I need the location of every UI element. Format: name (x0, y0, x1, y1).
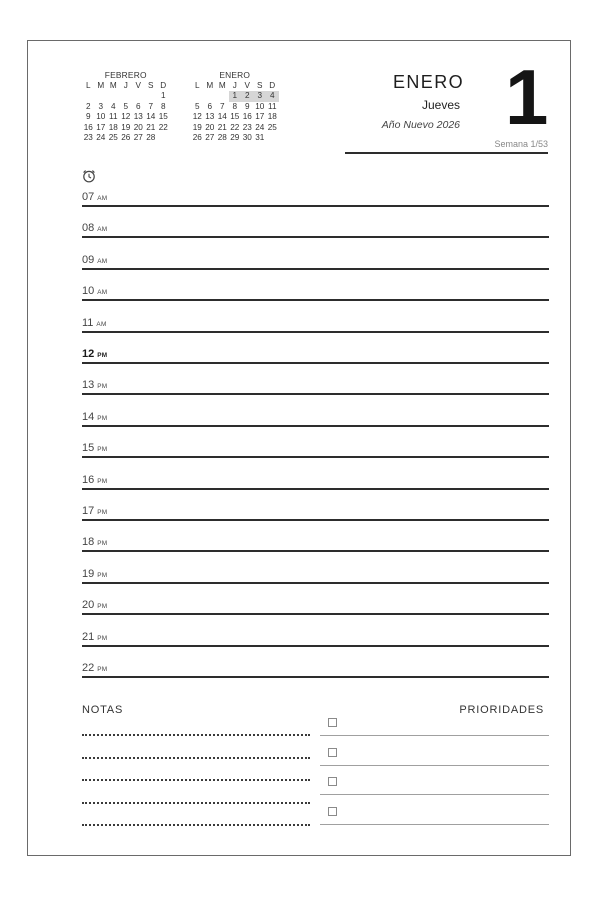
hour-rule (82, 613, 549, 615)
mini-calendar-day: 9 (244, 101, 250, 111)
hour-label: 19 PM (82, 567, 108, 580)
hour-row-08[interactable] (82, 208, 549, 238)
mini-calendar-grid (191, 81, 279, 143)
mini-calendar-day: 4 (110, 101, 116, 111)
hour-row-17[interactable] (82, 491, 549, 521)
mini-calendar-day: 10 (255, 101, 265, 111)
mini-calendar-day (157, 133, 170, 143)
mini-calendar-week (191, 102, 279, 112)
priority-item[interactable] (320, 706, 549, 736)
weekday-initial: V (135, 81, 141, 90)
mini-calendar-day: 22 (158, 122, 168, 132)
hour-label: 16 PM (82, 473, 108, 486)
hour-rule (82, 205, 549, 207)
mini-calendar-title: FEBRERO (104, 70, 147, 80)
hour-row-20[interactable] (82, 585, 549, 615)
mini-calendar-day: 12 (121, 112, 131, 122)
mini-calendar-day: 26 (121, 133, 131, 143)
mini-calendar-day: 19 (192, 122, 202, 132)
mini-calendar-day: 17 (96, 122, 106, 132)
mini-calendar-day: 15 (230, 112, 240, 122)
hour-row-16[interactable] (82, 460, 549, 490)
hour-label: 12 PM (82, 348, 108, 360)
mini-calendar-week (82, 112, 170, 122)
mini-calendar-day: 1 (160, 91, 166, 101)
hour-rule (82, 393, 549, 395)
hour-label: 08 AM (82, 222, 108, 235)
day-number: 1 (505, 53, 549, 141)
hour-row-22[interactable] (82, 648, 549, 678)
mini-calendar-day: 19 (121, 122, 131, 132)
mini-calendar-day: 18 (108, 122, 118, 132)
mini-calendar-day: 17 (255, 112, 265, 122)
weekday-initial: M (218, 81, 226, 90)
mini-calendar-day: 29 (230, 133, 240, 143)
mini-calendar-day: 23 (83, 133, 93, 143)
notes-line[interactable] (82, 779, 310, 781)
hour-rule (82, 362, 549, 364)
mini-calendar-week (82, 133, 170, 143)
mini-calendar-day (145, 91, 158, 101)
mini-calendar-day: 27 (205, 133, 215, 143)
hour-label: 14 PM (82, 410, 108, 423)
mini-calendar-day: 3 (254, 91, 267, 101)
hour-rule (82, 645, 549, 647)
hour-rule (82, 299, 549, 301)
notes-line[interactable] (82, 757, 310, 759)
mini-calendar-day: 2 (241, 91, 254, 101)
mini-calendar-day: 21 (146, 122, 156, 132)
checkbox-icon[interactable] (328, 748, 337, 757)
mini-calendar-day: 9 (85, 112, 91, 122)
mini-calendar-day: 4 (266, 91, 279, 101)
priority-item[interactable] (320, 765, 549, 795)
hour-label: 09 AM (82, 253, 108, 266)
mini-calendar-day (132, 91, 145, 101)
hour-row-10[interactable] (82, 271, 549, 301)
week-counter: Semana 1/53 (494, 139, 548, 149)
mini-calendar-day: 24 (255, 122, 265, 132)
weekday-initial: D (269, 81, 276, 90)
mini-calendar-day: 16 (242, 112, 252, 122)
weekday-initial: M (206, 81, 214, 90)
priorities-title: PRIORIDADES (459, 704, 544, 716)
hour-label: 11 AM (82, 316, 107, 329)
hour-row-12[interactable] (82, 334, 549, 364)
hour-row-07[interactable] (82, 177, 549, 207)
hour-rule (82, 425, 549, 427)
mini-calendar-day: 15 (158, 112, 168, 122)
weekday-name: Jueves (421, 98, 460, 112)
mini-calendar-day: 3 (98, 101, 104, 111)
mini-calendar-day: 13 (133, 112, 143, 122)
mini-calendar-day (216, 91, 229, 101)
priority-item[interactable] (320, 736, 549, 766)
weekday-initial: S (148, 81, 154, 90)
holiday-label: Año Nuevo 2026 (381, 119, 460, 131)
mini-calendar-title: ENERO (219, 70, 251, 80)
mini-calendar-grid (82, 81, 170, 143)
mini-calendar-day (120, 91, 133, 101)
hour-rule (82, 268, 549, 270)
mini-calendar-day (82, 91, 95, 101)
mini-calendar-day: 5 (194, 101, 200, 111)
mini-calendar-day: 12 (192, 112, 202, 122)
mini-calendar-day: 28 (217, 133, 227, 143)
mini-calendar-january (191, 70, 279, 143)
hour-rule (82, 550, 549, 552)
mini-calendar-day: 8 (160, 101, 166, 111)
mini-calendar-day: 6 (207, 101, 213, 111)
mini-calendar-day: 31 (255, 133, 265, 143)
mini-calendar-week (191, 91, 279, 101)
hour-row-11[interactable] (82, 303, 549, 333)
mini-calendar-week (82, 102, 170, 112)
weekday-initial: L (85, 81, 91, 90)
mini-calendar-day: 7 (219, 101, 225, 111)
mini-calendar-day: 11 (268, 101, 277, 111)
hour-rule (82, 582, 549, 584)
hour-rule (82, 488, 549, 490)
mini-calendar-day: 14 (146, 112, 156, 122)
mini-calendar-day (95, 91, 108, 101)
mini-calendar-day: 5 (123, 101, 129, 111)
mini-calendar-day (266, 133, 279, 143)
hour-label: 10 AM (82, 285, 108, 298)
mini-calendar-week (191, 123, 279, 133)
mini-calendar-week (82, 123, 170, 133)
hour-label: 13 PM (82, 379, 108, 392)
mini-calendar-day (107, 91, 120, 101)
hour-label: 22 PM (82, 662, 108, 674)
mini-calendar-day: 10 (96, 112, 106, 122)
mini-calendar-february (82, 70, 170, 143)
hour-label: 15 PM (82, 442, 108, 455)
hour-row-13[interactable] (82, 365, 549, 395)
hour-rule (82, 331, 549, 333)
hour-label: 21 PM (82, 630, 108, 643)
checkbox-icon[interactable] (328, 777, 337, 786)
mini-calendar-week (191, 112, 279, 122)
mini-calendar-day: 20 (133, 122, 143, 132)
hour-rule (82, 236, 549, 238)
mini-calendar-day: 18 (267, 112, 277, 122)
weekday-initial: S (257, 81, 263, 90)
checkbox-icon[interactable] (328, 807, 337, 816)
notes-line[interactable] (82, 802, 310, 804)
checkbox-icon[interactable] (328, 718, 337, 727)
mini-calendar-day: 11 (109, 112, 118, 122)
mini-calendar-day: 14 (217, 112, 227, 122)
mini-calendar-day: 21 (217, 122, 227, 132)
hour-label: 20 PM (82, 599, 108, 612)
mini-calendar-day: 16 (83, 122, 93, 132)
weekday-initial: D (160, 81, 167, 90)
weekday-initial: M (97, 81, 105, 90)
mini-calendar-day (191, 91, 204, 101)
mini-calendar-day: 20 (205, 122, 215, 132)
mini-calendar-day: 25 (267, 122, 277, 132)
header-rule (345, 152, 548, 154)
hour-row-21[interactable] (82, 617, 549, 647)
mini-calendar-week (82, 91, 170, 101)
mini-calendar-day: 26 (192, 133, 202, 143)
mini-calendar-day: 28 (146, 133, 156, 143)
hour-row-15[interactable] (82, 428, 549, 458)
mini-calendar-day: 27 (133, 133, 143, 143)
hour-row-19[interactable] (82, 554, 549, 584)
mini-calendar-day: 25 (108, 133, 118, 143)
mini-calendar-week (191, 133, 279, 143)
mini-calendar-day: 8 (232, 101, 238, 111)
weekday-initial: M (109, 81, 117, 90)
weekday-initial: J (123, 81, 128, 90)
hour-rule (82, 519, 549, 521)
mini-calendar-day: 6 (135, 101, 141, 111)
mini-calendar-day: 23 (242, 122, 252, 132)
hour-row-18[interactable] (82, 522, 549, 552)
mini-calendar-day: 1 (229, 91, 242, 101)
mini-calendar-day: 22 (230, 122, 240, 132)
hour-rule (82, 676, 549, 678)
mini-calendar-day: 2 (85, 101, 91, 111)
priority-item[interactable] (320, 795, 549, 825)
hour-row-09[interactable] (82, 240, 549, 270)
notes-line[interactable] (82, 734, 310, 736)
priority-line (320, 824, 549, 825)
notes-line[interactable] (82, 824, 310, 826)
hour-rule (82, 456, 549, 458)
weekday-initial: J (232, 81, 237, 90)
weekday-initial: V (244, 81, 250, 90)
mini-calendar-day (204, 91, 217, 101)
hour-label: 07 AM (82, 191, 108, 203)
month-name: ENERO (393, 72, 465, 92)
hour-label: 17 PM (82, 505, 108, 517)
mini-calendar-day: 13 (205, 112, 215, 122)
hour-row-14[interactable] (82, 397, 549, 427)
mini-calendar-day: 7 (148, 101, 154, 111)
hour-label: 18 PM (82, 536, 108, 549)
notes-title: NOTAS (82, 704, 124, 716)
mini-calendar-day: 30 (242, 133, 252, 143)
mini-calendar-day: 24 (96, 133, 106, 143)
weekday-initial: L (194, 81, 200, 90)
